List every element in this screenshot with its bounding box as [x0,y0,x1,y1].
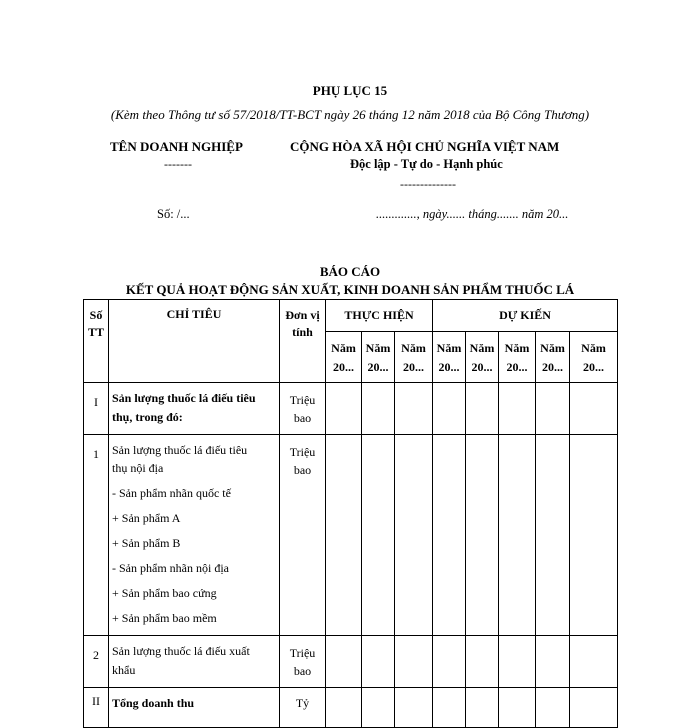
actual-group-header: THỰC HIỆN [326,300,433,332]
document-number: Số: /... [157,207,190,221]
value-cell [570,688,618,728]
motto-divider: -------------- [400,177,456,191]
row-criteria [109,636,280,688]
col-criteria-header: CHỈ TIÊU [109,300,280,383]
criteria-line: thụ, trong đó: [112,410,183,424]
row-stt: I [84,383,109,435]
row-criteria [109,688,280,728]
value-cell [466,383,499,435]
criteria-line: + Sản phẩm A [112,511,181,525]
value-cell [499,636,536,688]
row-unit: Triệu bao [280,383,326,435]
table-row [84,688,618,728]
criteria-line: + Sản phẩm bao mềm [112,611,217,625]
legal-reference: (Kèm theo Thông tư số 57/2018/TT-BCT ngày 26 tháng 12 năm 2018 của Bộ Công Thương) [110,107,590,122]
criteria-line: - Sản phẩm nhãn nội địa [112,561,229,575]
year-header: Năm 20... [395,332,433,383]
value-cell [326,688,362,728]
appendix-title: PHỤ LỤC 15 [312,83,388,98]
table-row [84,435,618,636]
value-cell [570,435,618,636]
criteria-line: khẩu [112,663,136,677]
row-criteria [109,435,280,636]
criteria-line: - Sản phẩm nhãn quốc tế [112,486,231,500]
value-cell [362,435,395,636]
forecast-group-header: DỰ KIẾN [433,300,618,332]
value-cell [362,636,395,688]
row-criteria [109,383,280,435]
national-motto: Độc lập - Tự do - Hạnh phúc [350,157,503,171]
value-cell [395,688,433,728]
criteria-line: thụ nội địa [112,461,164,475]
value-cell [499,383,536,435]
col-unit-header: Đơn vị tính [280,300,326,383]
year-header: Năm 20... [570,332,618,383]
table-row [84,383,618,435]
year-header: Năm 20... [326,332,362,383]
criteria-line: Tổng doanh thu [112,696,195,710]
value-cell [326,636,362,688]
value-cell [570,636,618,688]
company-name-label: TÊN DOANH NGHIỆP [110,139,243,154]
value-cell [362,688,395,728]
col-stt-header: Số TT [84,300,109,383]
value-cell [466,688,499,728]
value-cell [326,383,362,435]
criteria-line: + Sản phẩm B [112,536,181,550]
company-divider: ------- [164,157,192,171]
row-unit: Tỷ [280,688,326,728]
document-date: ............., ngày...... tháng....... năm 20... [376,207,569,221]
row-stt: 1 [84,435,109,636]
row-stt: II [84,688,109,728]
value-cell [395,636,433,688]
row-unit: Triệu bao [280,636,326,688]
value-cell [499,435,536,636]
table-row [84,636,618,688]
year-header: Năm 20... [536,332,570,383]
criteria-line: Sản lượng thuốc lá điếu tiêu [112,391,256,405]
report-subtitle: KẾT QUẢ HOẠT ĐỘNG SẢN XUẤT, KINH DOANH SẢN PHẨM THUỐC LÁ [125,282,575,297]
year-header: Năm 20... [499,332,536,383]
value-cell [433,636,466,688]
year-header: Năm 20... [433,332,466,383]
national-title: CỘNG HÒA XÃ HỘI CHỦ NGHĨA VIỆT NAM [290,139,560,154]
row-stt: 2 [84,636,109,688]
value-cell [536,383,570,435]
value-cell [536,435,570,636]
value-cell [536,688,570,728]
value-cell [570,383,618,435]
year-header: Năm 20... [362,332,395,383]
criteria-line: + Sản phẩm bao cứng [112,586,217,600]
criteria-line: Sản lượng thuốc lá điếu xuất [112,644,250,658]
value-cell [536,636,570,688]
value-cell [433,688,466,728]
value-cell [466,435,499,636]
value-cell [466,636,499,688]
value-cell [395,435,433,636]
value-cell [395,383,433,435]
row-unit: Triệu bao [280,435,326,636]
value-cell [433,383,466,435]
value-cell [433,435,466,636]
criteria-line: Sản lượng thuốc lá điếu tiêu [112,443,248,457]
report-title: BÁO CÁO [319,264,381,279]
report-table [83,299,618,728]
year-header: Năm 20... [466,332,499,383]
value-cell [362,383,395,435]
value-cell [499,688,536,728]
value-cell [326,435,362,636]
